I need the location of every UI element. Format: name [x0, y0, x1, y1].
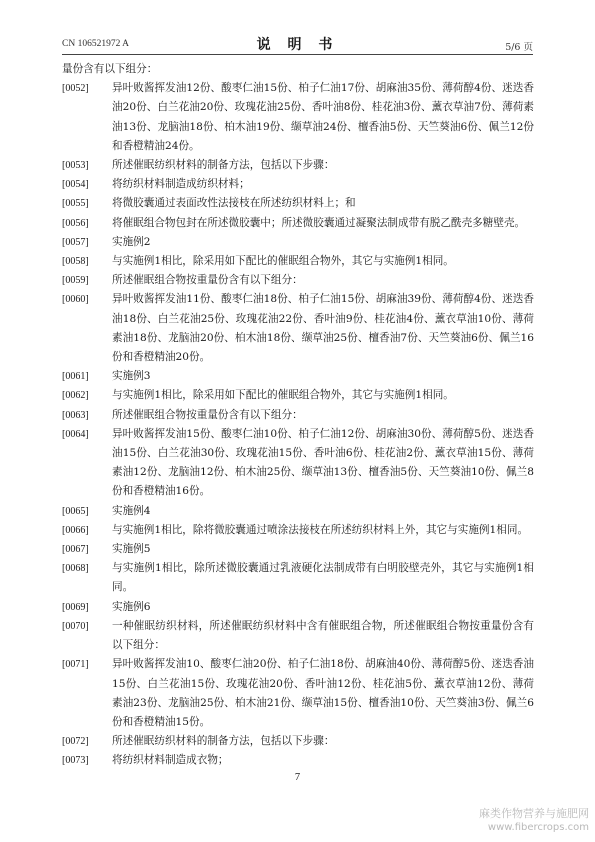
- paragraph-text: 实施例3: [112, 370, 151, 383]
- paragraph-text: 异叶败酱挥发油15份、酸枣仁油10份、柏子仁油12份、胡麻油30份、薄荷醇5份、迷迭香油15份、白兰花油30份、玫瑰花油15份、香叶油6份、桂花油2份、薰衣草油15份、薄荷素油12份、龙脑油12份、柏木油25份、缬草油13份、檀香油5份、天竺葵油10份、佩兰8份和香橙精油16份。: [112, 427, 534, 498]
- paragraph: [62, 406, 534, 425]
- paragraph-number: [0055]: [62, 198, 89, 210]
- paragraph-number: [0053]: [62, 160, 89, 172]
- paragraph-number: [0069]: [62, 601, 89, 613]
- paragraph-number: [0054]: [62, 179, 89, 191]
- paragraph-text: 所述催眠组合物按重量份含有以下组分：: [112, 408, 303, 421]
- paragraph-number: [0059]: [62, 275, 89, 287]
- page-number: 7: [294, 772, 301, 783]
- paragraph-number: [0067]: [62, 544, 89, 556]
- paragraph-text: 将催眠组合物包封在所述微胶囊中；所述微胶囊通过凝聚法制成带有脱乙酰壳多糖壁壳。: [112, 216, 526, 229]
- paragraph-number: [0057]: [62, 236, 89, 248]
- paragraph-text: 将纺织材料制造成衣物；: [112, 754, 229, 767]
- watermark: [479, 807, 589, 835]
- paragraph-text: 异叶败酱挥发油12份、酸枣仁油15份、柏子仁油17份、胡麻油35份、薄荷醇4份、迷迭香油20份、白兰花油20份、玫瑰花油25份、香叶油8份、桂花油3份、薰衣草油7份、薄荷素油13份、龙脑油18份、柏木油19份、缬草油24份、檀香油5份、天竺葵油6份、佩兰12份和香橙精油24份。: [112, 82, 534, 152]
- paragraph: [62, 521, 534, 540]
- page-header: [62, 34, 533, 52]
- paragraph: [62, 598, 534, 617]
- document-body: [62, 60, 534, 771]
- paragraph: [62, 751, 534, 770]
- paragraph-number: [0064]: [62, 428, 89, 440]
- paragraph: [62, 502, 534, 521]
- paragraph-text: 一种催眠纺织材料，所述催眠纺织材料中含有催眠组合物，所述催眠组合物按重量份含有以下组分：: [112, 619, 534, 652]
- paragraph: [62, 367, 534, 386]
- paragraph: [62, 214, 534, 233]
- paragraph: [62, 175, 534, 194]
- continued-text: 量份含有以下组分：: [62, 63, 158, 75]
- paragraph: [62, 252, 534, 271]
- paragraph-number: [0056]: [62, 217, 89, 229]
- paragraph-text: 将微胶囊通过表面改性法接枝在所述纺织材料上；和: [112, 197, 356, 210]
- paragraph-text: 所述催眠组合物按重量份含有以下组分：: [112, 274, 303, 287]
- paragraph-number: [0063]: [62, 409, 89, 421]
- watermark-url: www.fibercrops.com: [487, 822, 589, 833]
- paragraph-number: [0062]: [62, 390, 89, 402]
- paragraph-number: [0068]: [62, 563, 89, 575]
- paragraph: [62, 290, 534, 367]
- paragraph: [62, 194, 534, 213]
- paragraph-number: [0061]: [62, 371, 89, 383]
- paragraph-text: 实施例4: [112, 504, 151, 517]
- paragraph-text: 实施例2: [112, 235, 151, 248]
- paragraph: [62, 617, 534, 655]
- paragraph: [62, 540, 534, 559]
- paragraph-number: [0072]: [62, 736, 89, 748]
- paragraph-number: [0070]: [62, 620, 89, 632]
- paragraph-number: [0071]: [62, 659, 89, 671]
- paragraph-text: 实施例6: [112, 600, 151, 613]
- paragraph-text: 异叶败酱挥发油10、酸枣仁油20份、柏子仁油18份、胡麻油40份、薄荷醇5份、迷迭香油15份、白兰花油15份、玫瑰花油20份、香叶油12份、桂花油5份、薰衣草油12份、薄荷素油23份、龙脑油25份、柏木油21份、缬草油15份、檀香油10份、天竺葵油3份、佩兰6份和香橙精油15份。: [112, 658, 534, 728]
- paragraph-number: [0052]: [62, 83, 89, 95]
- paragraph: [62, 271, 534, 290]
- paragraph-text: 与实施例1相比，除所述微胶囊通过乳液硬化法制成带有白明胶壁壳外，其它与实施例1相同。: [112, 562, 534, 594]
- paragraph-number: [0058]: [62, 256, 89, 268]
- paragraph: [62, 425, 534, 502]
- page-indicator: 5/6 页: [505, 42, 533, 53]
- watermark-site-name: 麻类作物营养与施肥网: [479, 807, 589, 820]
- paragraph-text: 所述催眠纺织材料的制备方法，包括以下步骤：: [112, 735, 335, 748]
- paragraph-text: 所述催眠纺织材料的制备方法，包括以下步骤：: [112, 159, 335, 172]
- paragraph-text: 与实施例1相比，除采用如下配比的催眠组合物外，其它与实施例1相同。: [112, 255, 454, 268]
- paragraph-text: 将纺织材料制造成纺织材料；: [112, 178, 250, 191]
- paragraph-number: [0066]: [62, 524, 89, 536]
- header-divider: [62, 54, 533, 55]
- paragraph-text: 异叶败酱挥发油11份、酸枣仁油18份、柏子仁油15份、胡麻油39份、薄荷醇4份、迷迭香油18份、白兰花油25份、玫瑰花油22份、香叶油9份、桂花油4份、薰衣草油10份、薄荷素油18份、龙脑油20份、柏木油18份、缬草油25份、檀香油7份、天竺葵油6份、佩兰16份和香橙精油20份。: [112, 293, 534, 364]
- paragraph: [62, 79, 534, 156]
- paragraph: [62, 233, 534, 252]
- paragraph: [62, 156, 534, 175]
- paragraph-text: 实施例5: [112, 543, 151, 556]
- paragraph: [62, 386, 534, 405]
- paragraph: [62, 732, 534, 751]
- paragraph-text: 与实施例1相比，除将微胶囊通过喷涂法接枝在所述纺织材料上外，其它与实施例1相同。: [112, 523, 529, 536]
- paragraph-number: [0073]: [62, 755, 89, 767]
- paragraph-number: [0065]: [62, 505, 89, 517]
- paragraph: [62, 559, 534, 597]
- publication-number: CN 106521972 A: [62, 39, 130, 49]
- paragraph-list: [62, 79, 534, 770]
- paragraph-number: [0060]: [62, 294, 89, 306]
- paragraph: [62, 655, 534, 732]
- document-title: 说 明 书: [256, 37, 339, 53]
- paragraph-text: 与实施例1相比，除采用如下配比的催眠组合物外，其它与实施例1相同。: [112, 389, 454, 402]
